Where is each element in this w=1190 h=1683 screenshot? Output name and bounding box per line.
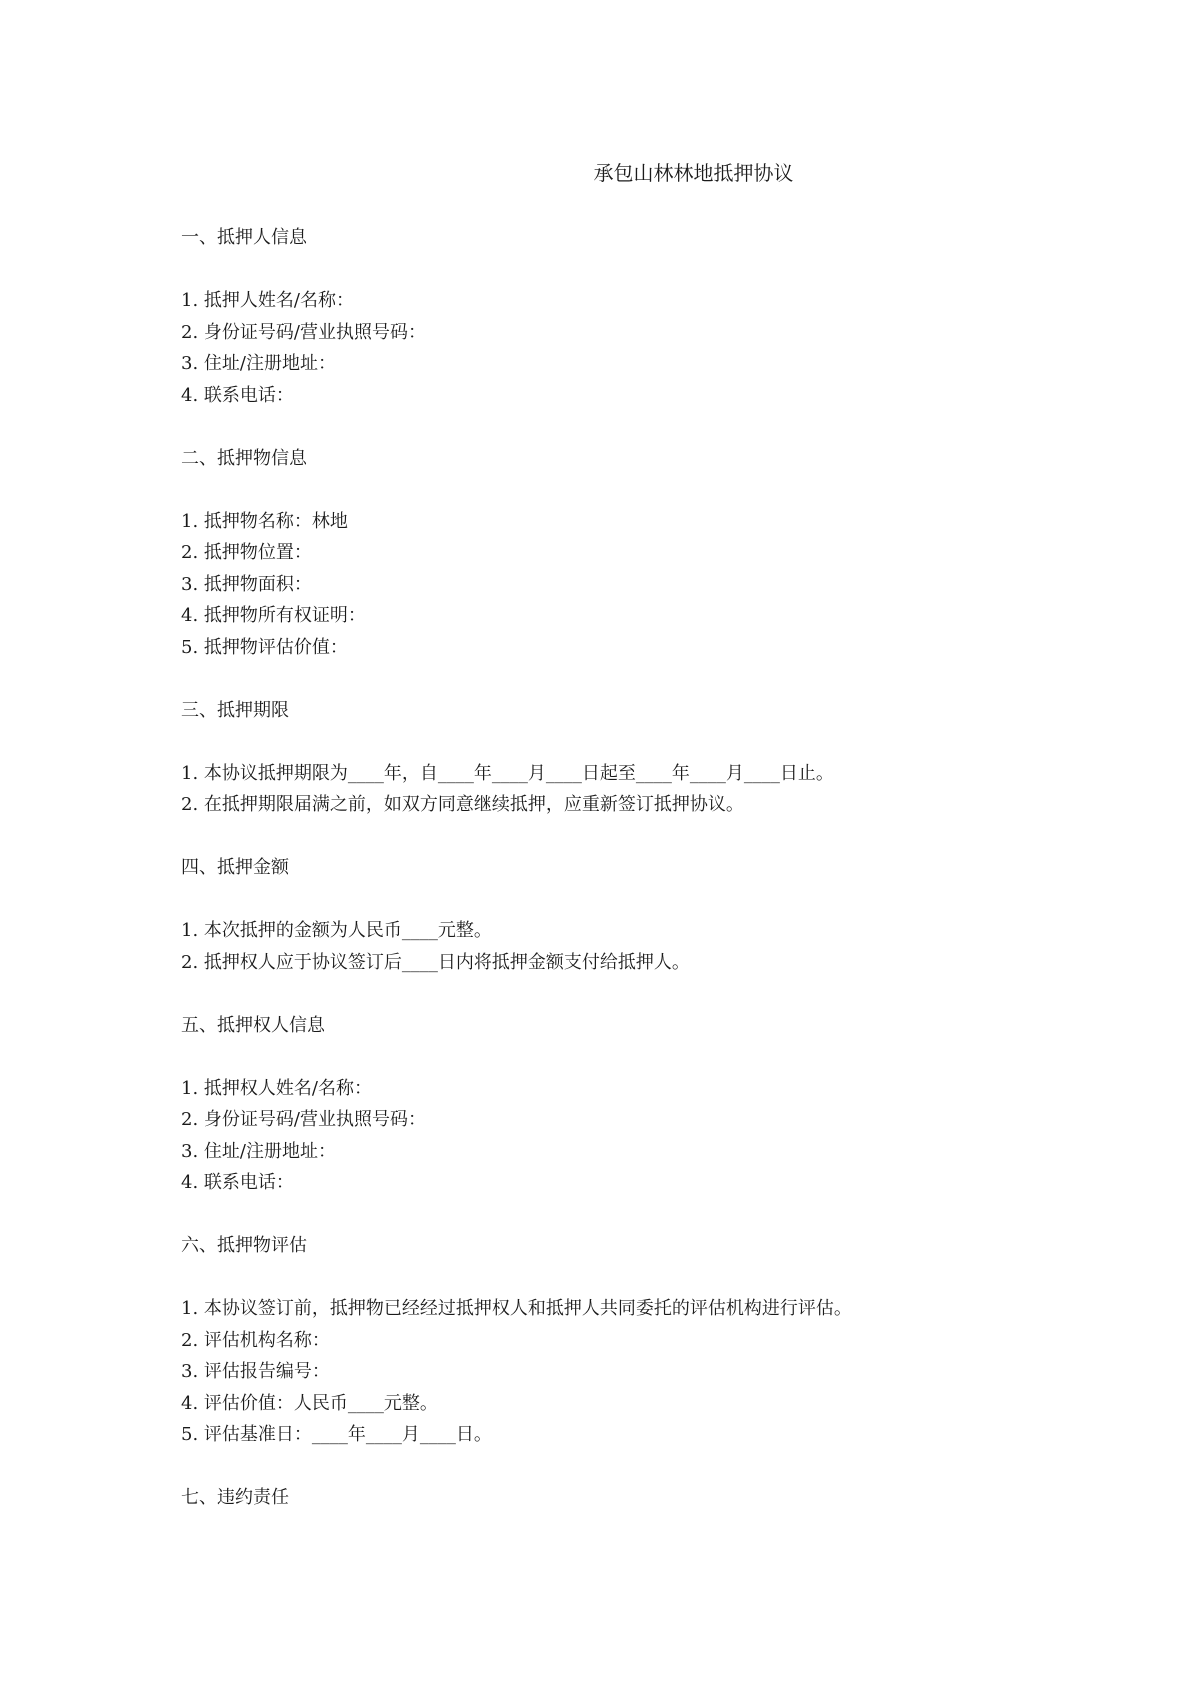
list-item: 5. 抵押物评估价值：: [181, 636, 348, 658]
list-item: 3. 住址/注册地址：: [181, 1140, 336, 1162]
list-item: 2. 抵押权人应于协议签订后____日内将抵押金额支付给抵押人。: [181, 951, 690, 973]
section-heading-3: 三、抵押期限: [181, 699, 289, 721]
list-item: 1. 抵押人姓名/名称：: [181, 290, 354, 311]
list-item: 2. 身份证号码/营业执照号码：: [181, 1109, 426, 1130]
list-item: 2. 抵押物位置：: [181, 542, 312, 563]
list-item: 4. 评估价值：人民币____元整。: [181, 1392, 438, 1414]
list-item: 3. 抵押物面积：: [181, 573, 312, 595]
list-item: 2. 在抵押期限届满之前，如双方同意继续抵押，应重新签订抵押协议。: [181, 794, 744, 815]
section-heading-1: 一、抵押人信息: [181, 227, 307, 248]
list-item: 1. 本次抵押的金额为人民币____元整。: [181, 920, 492, 941]
list-item: 1. 抵押权人姓名/名称：: [181, 1077, 372, 1099]
list-item: 1. 抵押物名称：林地: [181, 510, 348, 532]
list-item: 4. 抵押物所有权证明：: [181, 605, 366, 626]
list-item: 3. 住址/注册地址：: [181, 353, 336, 374]
list-item: 2. 评估机构名称：: [181, 1329, 330, 1351]
list-item: 2. 身份证号码/营业执照号码：: [181, 321, 426, 343]
list-item: 4. 联系电话：: [181, 1172, 294, 1193]
section-heading-2: 二、抵押物信息: [181, 447, 307, 469]
section-heading-7: 七、违约责任: [181, 1487, 289, 1508]
section-heading-4: 四、抵押金额: [181, 857, 289, 878]
list-item: 4. 联系电话：: [181, 384, 294, 406]
section-heading-5: 五、抵押权人信息: [181, 1014, 325, 1036]
document-title: 承包山林林地抵押协议: [593, 161, 794, 185]
list-item: 1. 本协议签订前，抵押物已经经过抵押权人和抵押人共同委托的评估机构进行评估。: [181, 1298, 852, 1319]
section-heading-6: 六、抵押物评估: [181, 1235, 307, 1256]
document-body: [181, 222, 1041, 1514]
list-item: 5. 评估基准日：____年____月____日。: [181, 1424, 492, 1445]
list-item: 1. 本协议抵押期限为____年，自____年____月____日起至____年____月____日止。: [181, 762, 834, 784]
list-item: 3. 评估报告编号：: [181, 1361, 330, 1382]
